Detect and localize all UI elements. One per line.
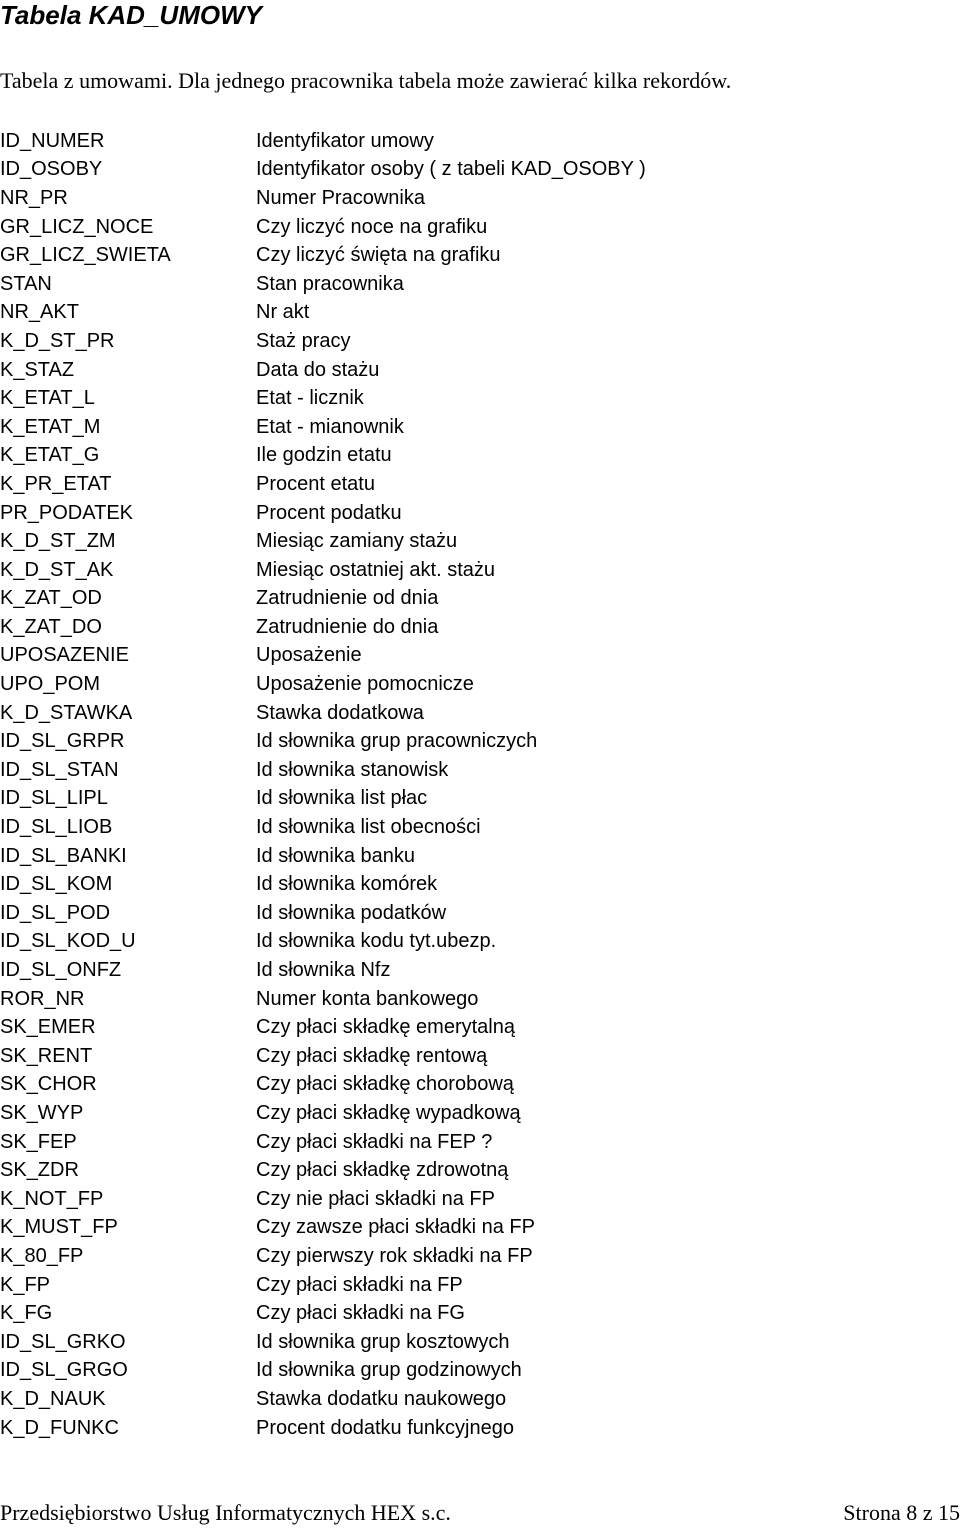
field-row — [0, 756, 960, 785]
field-row — [0, 556, 960, 585]
field-description: Zatrudnienie do dnia — [256, 615, 439, 638]
field-row — [0, 1071, 960, 1100]
field-name: SK_RENT — [0, 1044, 93, 1067]
field-row — [0, 442, 960, 471]
table-description: Tabela z umowami. Dla jednego pracownika tabela może zawierać kilka rekordów. — [0, 68, 732, 93]
field-row — [0, 928, 960, 957]
field-description: Czy płaci składki na FG — [256, 1302, 465, 1325]
field-row — [0, 613, 960, 642]
field-description: Czy liczyć święta na grafiku — [256, 244, 501, 267]
field-description: Uposażenie — [256, 644, 362, 667]
field-name: ID_SL_BANKI — [0, 844, 127, 867]
field-description: Id słownika kodu tyt.ubezp. — [256, 930, 497, 953]
field-name: ID_SL_KOD_U — [0, 930, 136, 953]
field-row — [0, 299, 960, 328]
field-row — [0, 956, 960, 985]
field-name: K_PR_ETAT — [0, 472, 112, 495]
field-row — [0, 1414, 960, 1443]
field-name: ID_SL_GRPR — [0, 730, 125, 753]
field-name: ID_SL_STAN — [0, 758, 119, 781]
field-row — [0, 1185, 960, 1214]
footer-page-number: Strona 8 z 15 — [843, 1500, 960, 1525]
field-name: K_NOT_FP — [0, 1187, 104, 1210]
field-row — [0, 184, 960, 213]
field-row — [0, 699, 960, 728]
field-row — [0, 642, 960, 671]
field-row — [0, 1156, 960, 1185]
field-name: K_FG — [0, 1302, 53, 1325]
field-name: PR_PODATEK — [0, 501, 133, 524]
field-row — [0, 413, 960, 442]
field-description: Czy płaci składki na FP — [256, 1273, 463, 1296]
field-name: GR_LICZ_SWIETA — [0, 244, 171, 267]
field-row — [0, 156, 960, 185]
field-row — [0, 213, 960, 242]
field-description: Staż pracy — [256, 329, 351, 352]
field-row — [0, 842, 960, 871]
field-description: Identyfikator umowy — [256, 129, 434, 152]
field-name: ID_SL_GRGO — [0, 1359, 128, 1382]
field-description: Id słownika banku — [256, 844, 415, 867]
field-name: NR_PR — [0, 186, 68, 209]
field-name: K_ETAT_G — [0, 444, 100, 467]
field-name: SK_FEP — [0, 1130, 77, 1153]
field-description: Id słownika stanowisk — [256, 758, 449, 781]
field-description: Numer Pracownika — [256, 186, 425, 209]
field-row — [0, 384, 960, 413]
field-row — [0, 1242, 960, 1271]
field-row — [0, 1042, 960, 1071]
field-description: Numer konta bankowego — [256, 987, 479, 1010]
field-description: Czy płaci składkę rentową — [256, 1044, 488, 1067]
field-description: Czy płaci składki na FEP ? — [256, 1130, 493, 1153]
field-name: ID_NUMER — [0, 129, 105, 152]
field-name: SK_CHOR — [0, 1073, 97, 1096]
field-row — [0, 1013, 960, 1042]
field-list — [0, 127, 960, 1442]
field-description: Procent podatku — [256, 501, 402, 524]
field-description: Id słownika grup kosztowych — [256, 1330, 510, 1353]
field-row — [0, 813, 960, 842]
field-row — [0, 1099, 960, 1128]
field-name: K_STAZ — [0, 358, 75, 381]
field-description: Etat - licznik — [256, 387, 364, 410]
field-description: Procent etatu — [256, 472, 375, 495]
field-name: STAN — [0, 272, 52, 295]
field-name: ID_SL_GRKO — [0, 1330, 126, 1353]
field-description: Ile godzin etatu — [256, 444, 392, 467]
field-description: Czy płaci składkę zdrowotną — [256, 1159, 509, 1182]
field-name: ID_SL_POD — [0, 901, 111, 924]
field-row — [0, 270, 960, 299]
field-name: SK_WYP — [0, 1101, 84, 1124]
field-name: K_ETAT_L — [0, 387, 95, 410]
field-name: K_D_ST_ZM — [0, 530, 116, 553]
field-row — [0, 1271, 960, 1300]
field-name: ID_SL_LIOB — [0, 816, 113, 839]
field-description: Nr akt — [256, 301, 310, 324]
field-row — [0, 1214, 960, 1243]
field-row — [0, 1299, 960, 1328]
field-name: UPO_POM — [0, 673, 101, 696]
field-name: K_ETAT_M — [0, 415, 101, 438]
field-row — [0, 327, 960, 356]
field-name: K_FP — [0, 1273, 51, 1296]
field-row — [0, 1385, 960, 1414]
field-name: K_D_FUNKC — [0, 1416, 119, 1439]
field-description: Id słownika podatków — [256, 901, 447, 924]
field-row — [0, 585, 960, 614]
field-row — [0, 241, 960, 270]
field-description: Id słownika komórek — [256, 873, 438, 896]
field-row — [0, 1357, 960, 1386]
field-description: Stan pracownika — [256, 272, 404, 295]
field-row — [0, 899, 960, 928]
field-description: Data do stażu — [256, 358, 380, 381]
field-description: Stawka dodatku naukowego — [256, 1387, 507, 1410]
field-row — [0, 670, 960, 699]
field-description: Stawka dodatkowa — [256, 701, 424, 724]
field-name: ROR_NR — [0, 987, 85, 1010]
field-description: Id słownika grup godzinowych — [256, 1359, 522, 1382]
field-name: ID_OSOBY — [0, 158, 103, 181]
field-description: Miesiąc zamiany stażu — [256, 530, 458, 553]
field-row — [0, 1128, 960, 1157]
field-row — [0, 127, 960, 156]
field-name: K_D_STAWKA — [0, 701, 133, 724]
field-description: Czy płaci składkę wypadkową — [256, 1101, 521, 1124]
field-name: GR_LICZ_NOCE — [0, 215, 154, 238]
field-name: K_ZAT_OD — [0, 587, 102, 610]
field-description: Miesiąc ostatniej akt. stażu — [256, 558, 495, 581]
field-name: ID_SL_KOM — [0, 873, 113, 896]
field-row — [0, 470, 960, 499]
field-name: ID_SL_ONFZ — [0, 959, 122, 982]
field-row — [0, 527, 960, 556]
field-row — [0, 499, 960, 528]
field-name: K_D_ST_AK — [0, 558, 114, 581]
field-name: K_MUST_FP — [0, 1216, 118, 1239]
field-name: NR_AKT — [0, 301, 79, 324]
field-name: K_80_FP — [0, 1244, 84, 1267]
field-description: Czy zawsze płaci składki na FP — [256, 1216, 535, 1239]
field-name: K_D_NAUK — [0, 1387, 106, 1410]
field-description: Zatrudnienie od dnia — [256, 587, 439, 610]
field-description: Id słownika list płac — [256, 787, 428, 810]
field-name: SK_ZDR — [0, 1159, 79, 1182]
field-row — [0, 985, 960, 1014]
field-description: Czy nie płaci składki na FP — [256, 1187, 495, 1210]
field-row — [0, 356, 960, 385]
field-name: SK_EMER — [0, 1016, 96, 1039]
field-description: Identyfikator osoby ( z tabeli KAD_OSOBY ) — [256, 158, 646, 181]
field-description: Id słownika grup pracowniczych — [256, 730, 538, 753]
field-description: Czy liczyć noce na grafiku — [256, 215, 488, 238]
field-description: Etat - mianownik — [256, 415, 404, 438]
field-row — [0, 785, 960, 814]
field-description: Id słownika list obecności — [256, 816, 481, 839]
field-name: ID_SL_LIPL — [0, 787, 108, 810]
field-description: Uposażenie pomocnicze — [256, 673, 474, 696]
field-row — [0, 1328, 960, 1357]
field-row — [0, 870, 960, 899]
field-description: Czy płaci składkę chorobową — [256, 1073, 514, 1096]
field-row — [0, 727, 960, 756]
page-title: Tabela KAD_UMOWY — [0, 0, 262, 30]
field-name: K_D_ST_PR — [0, 329, 115, 352]
field-description: Procent dodatku funkcyjnego — [256, 1416, 514, 1439]
field-description: Czy płaci składkę emerytalną — [256, 1016, 515, 1039]
field-name: K_ZAT_DO — [0, 615, 102, 638]
footer-company: Przedsiębiorstwo Usług Informatycznych HEX s.c. — [0, 1500, 451, 1525]
field-description: Czy pierwszy rok składki na FP — [256, 1244, 533, 1267]
field-name: UPOSAZENIE — [0, 644, 129, 667]
field-description: Id słownika Nfz — [256, 959, 391, 982]
